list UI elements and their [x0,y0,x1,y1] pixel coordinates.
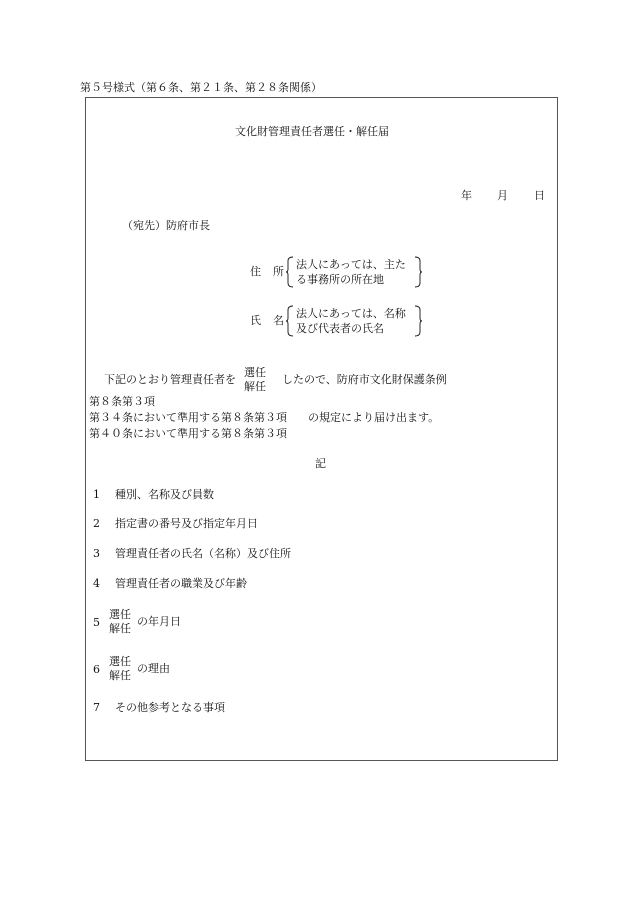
address-label-char1: 住 [250,265,261,278]
item-6-choice-appoint: 選任 [109,655,131,668]
form-number-label: 第５号様式（第６条、第２１条、第２８条関係） [80,81,322,94]
item-4-text: 管理責任者の職業及び年齢 [115,577,247,590]
address-note-line2: る事務所の所在地 [296,273,384,286]
address-label-char2: 所 [273,265,284,278]
form-title: 文化財管理責任者選任・解任届 [235,125,389,138]
item-5-choice [109,608,131,636]
statement-prefix: 下記のとおり管理責任者を [104,373,236,386]
name-label-char2: 名 [273,314,284,327]
statement-article-2: 第３４条において準用する第８条第３項 [89,411,287,424]
item-6-choice-dismiss: 解任 [109,669,131,682]
name-note-line2: 及び代表者の氏名 [296,322,384,335]
item-5-choice-appoint: 選任 [109,608,131,621]
date-month-label: 月 [497,189,508,202]
statement-suffix: したので、防府市文化財保護条例 [282,373,447,386]
address-note-line1: 法人にあっては、主た [296,258,406,271]
statement-choice [244,366,266,394]
item-6-number: 6 [93,663,100,676]
item-4-number: 4 [93,577,100,590]
address-note-bracket [286,256,422,288]
item-5-text: の年月日 [137,615,181,628]
name-label-char1: 氏 [250,314,261,327]
item-2-number: 2 [93,517,100,530]
addressee: （宛先）防府市長 [122,219,210,232]
item-3-text: 管理責任者の氏名（名称）及び住所 [115,547,291,560]
statement-choice-dismiss: 解任 [244,380,266,393]
item-6-text: の理由 [137,662,170,675]
item-3-number: 3 [93,547,100,560]
statement-article-3: 第４０条において準用する第８条第３項 [89,427,287,440]
item-7-number: 7 [93,701,100,714]
item-1-text: 種別、名称及び員数 [115,488,214,501]
right-bracket-icon [414,256,422,288]
item-7-text: その他参考となる事項 [115,701,225,714]
date-year-label: 年 [461,189,472,202]
left-bracket-icon [286,256,294,288]
name-note-line1: 法人にあっては、名称 [296,307,406,320]
item-2-text: 指定書の番号及び指定年月日 [115,517,258,530]
statement-article-1: 第８条第３項 [89,395,155,408]
item-5-number: 5 [93,616,100,629]
statement-choice-appoint: 選任 [244,366,266,379]
left-bracket-icon [286,305,294,337]
right-bracket-icon [414,305,422,337]
item-1-number: 1 [93,488,100,501]
item-6-choice [109,655,131,683]
date-day-label: 日 [534,189,545,202]
statement-closing: の規定により届け出ます。 [308,411,440,424]
name-note-bracket [286,305,422,337]
item-5-choice-dismiss: 解任 [109,622,131,635]
note-heading: 記 [315,457,326,470]
